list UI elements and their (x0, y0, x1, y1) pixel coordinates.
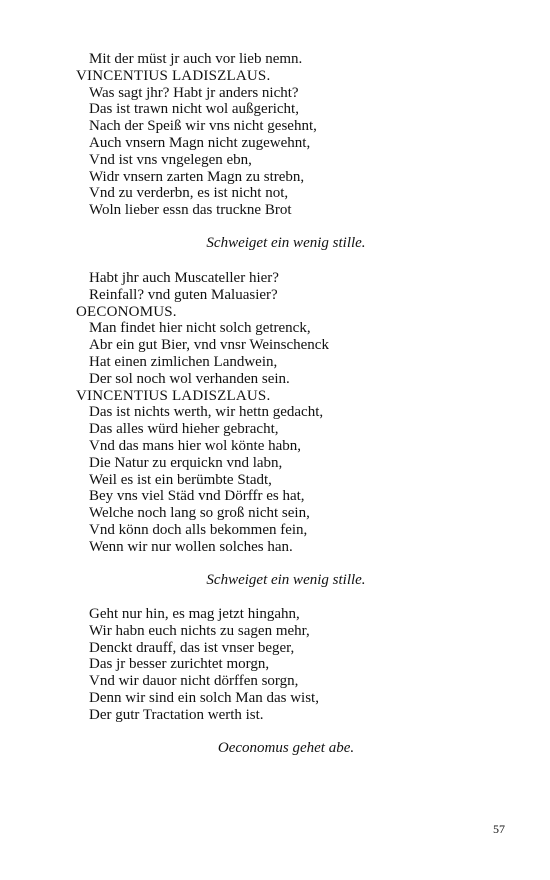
verse-line: Der gutr Tractation werth ist. (89, 706, 264, 723)
speaker-name: VINCENTIUS LADISZLAUS. (76, 67, 271, 84)
verse-line: Das alles würd hieher gebracht, (89, 421, 279, 438)
verse-line: Woln lieber essn das truckne Brot (89, 202, 292, 219)
speaker-name: VINCENTIUS LADISZLAUS. (76, 387, 271, 404)
verse-line: Wenn wir nur wollen solches han. (89, 538, 293, 555)
verse-line: Widr vnsern zarten Magn zu strebn, (89, 168, 305, 185)
verse-line: Vnd wir dauor nicht dörffen sorgn, (89, 673, 299, 690)
stage-direction-3: Oeconomus gehet abe. (217, 740, 355, 756)
verse-line: Der sol noch wol verhanden sein. (89, 370, 290, 387)
verse-line: Wir habn euch nichts zu sagen mehr, (89, 622, 310, 639)
verse-line: Vnd zu verderbn, es ist nicht not, (89, 185, 289, 202)
verse-line: Abr ein gut Bier, vnd vnsr Weinschenck (89, 337, 329, 354)
verse-block-3 (0, 606, 550, 724)
stage-direction-2: Schweiget ein wenig stille. (206, 572, 366, 588)
verse-block-2 (0, 270, 550, 556)
verse-line: Vnd das mans hier wol könte habn, (89, 437, 302, 454)
verse-line: Auch vnsern Magn nicht zugewehnt, (89, 134, 311, 151)
verse-line: Vnd ist vns vngelegen ebn, (89, 151, 252, 168)
verse-line: Welche noch lang so groß nicht sein, (89, 505, 310, 522)
verse-line: Mit der müst jr auch vor lieb nemn. (89, 51, 303, 67)
page-number: 57 (493, 822, 505, 836)
verse-line: Habt jhr auch Muscateller hier? (89, 270, 279, 286)
verse-line: Bey vns viel Städ vnd Dörffr es hat, (89, 488, 305, 505)
verse-line: Das ist nichts werth, wir hettn gedacht, (89, 404, 324, 421)
verse-line: Hat einen zimlichen Landwein, (89, 353, 278, 370)
verse-line: Geht nur hin, es mag jetzt hingahn, (89, 606, 300, 622)
verse-line: Die Natur zu erquickn vnd labn, (89, 454, 283, 471)
speaker-name: OECONOMUS. (76, 303, 177, 320)
verse-line: Weil es ist ein berümbte Stadt, (89, 471, 272, 488)
verse-line: Denckt drauff, das ist vnser beger, (89, 639, 295, 656)
verse-line: Das ist trawn nicht wol außgericht, (89, 101, 299, 118)
verse-line: Nach der Speiß wir vns nicht gesehnt, (89, 118, 317, 135)
verse-line: Reinfall? vnd guten Maluasier? (89, 286, 278, 303)
verse-line: Vnd könn doch alls bekommen fein, (89, 521, 308, 538)
verse-line: Denn wir sind ein solch Man das wist, (89, 689, 319, 706)
verse-line: Was sagt jhr? Habt jr anders nicht? (89, 84, 299, 101)
stage-direction-1: Schweiget ein wenig stille. (206, 235, 366, 251)
verse-block-1 (0, 51, 550, 219)
verse-line: Man findet hier nicht solch getrenck, (89, 320, 311, 337)
verse-line: Das jr besser zurichtet morgn, (89, 656, 270, 673)
